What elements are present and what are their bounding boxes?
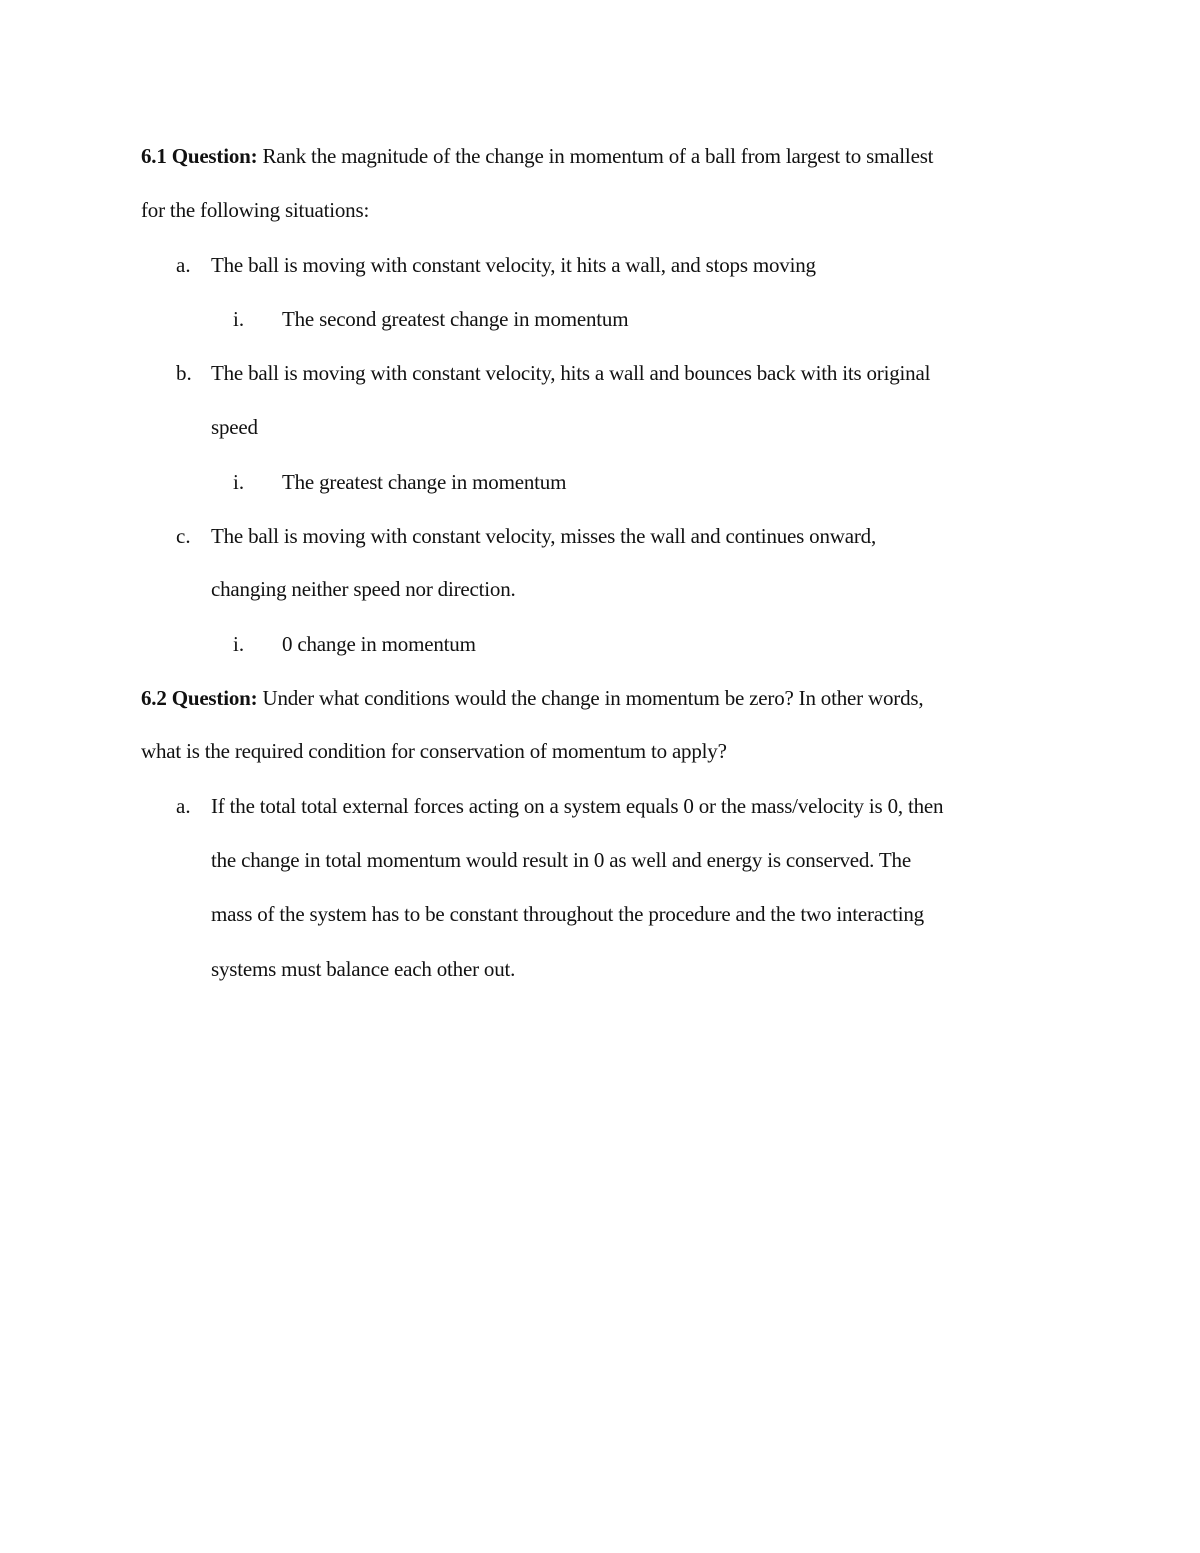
question-6-1-text: Rank the magnitude of the change in momentum of a ball from largest to smallest <box>262 144 934 168</box>
item-c-text-line-2: changing neither speed nor direction. <box>211 577 516 601</box>
answer-6-2-line-4: systems must balance each other out. <box>211 957 516 981</box>
question-6-1-label: 6.1 Question: <box>141 144 258 168</box>
list-marker-a: a. <box>176 253 191 277</box>
question-6-2-line-2: what is the required condition for conservation of momentum to apply? <box>141 739 727 763</box>
question-6-1-line-1 <box>141 142 933 170</box>
question-6-2-text: Under what conditions would the change in momentum be zero? In other words, <box>262 686 924 710</box>
answer-marker-b: i. <box>233 470 245 494</box>
list-marker-6-2-a: a. <box>176 794 191 818</box>
answer-marker-c: i. <box>233 632 245 656</box>
question-6-2-line-1 <box>141 684 923 712</box>
item-b-text-line-2: speed <box>211 415 258 439</box>
answer-a-text: The second greatest change in momentum <box>282 307 629 331</box>
answer-marker-a: i. <box>233 307 245 331</box>
question-6-1-line-2: for the following situations: <box>141 198 370 222</box>
list-marker-c: c. <box>176 524 191 548</box>
answer-6-2-line-3: mass of the system has to be constant throughout the procedure and the two interacting <box>211 902 924 926</box>
answer-6-2-line-2: the change in total momentum would result in 0 as well and energy is conserved. The <box>211 848 911 872</box>
item-c-text-line-1: The ball is moving with constant velocity, misses the wall and continues onward, <box>211 524 877 548</box>
item-b-text-line-1: The ball is moving with constant velocity, hits a wall and bounces back with its original <box>211 361 931 385</box>
question-6-2-label: 6.2 Question: <box>141 686 258 710</box>
answer-6-2-line-1: If the total total external forces acting on a system equals 0 or the mass/velocity is 0, then <box>211 794 944 818</box>
list-marker-b: b. <box>176 361 192 385</box>
answer-c-text: 0 change in momentum <box>282 632 476 656</box>
answer-b-text: The greatest change in momentum <box>282 470 567 494</box>
item-a-text: The ball is moving with constant velocity, it hits a wall, and stops moving <box>211 253 816 277</box>
